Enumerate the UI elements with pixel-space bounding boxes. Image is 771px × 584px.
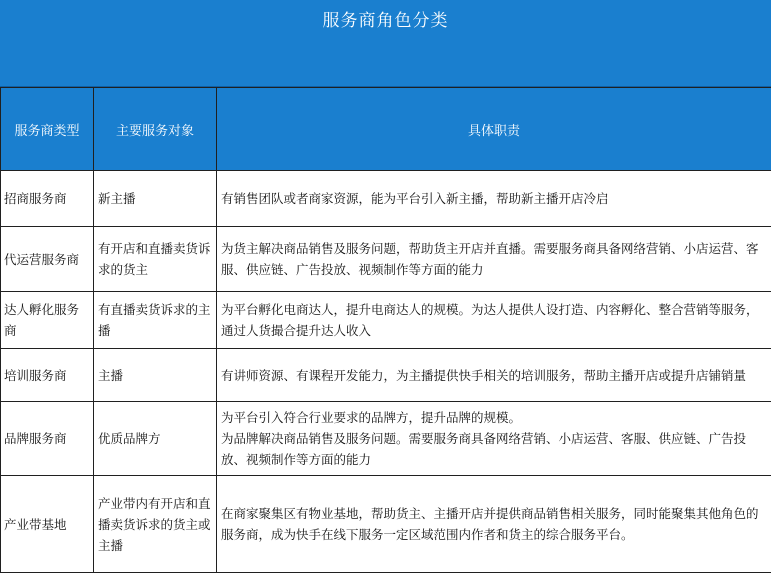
cell-provider-type: 培训服务商	[1, 349, 94, 402]
cell-provider-type: 产业带基地	[1, 476, 94, 573]
cell-service-target: 产业带内有开店和直播卖货诉求的货主或主播	[94, 476, 217, 573]
cell-service-target: 优质品牌方	[94, 402, 217, 476]
title-banner	[0, 0, 771, 87]
table-row	[1, 227, 771, 292]
cell-provider-type: 品牌服务商	[1, 402, 94, 476]
cell-provider-type: 招商服务商	[1, 171, 94, 227]
cell-duty: 为平台孵化电商达人，提升电商达人的规模。为达人提供人设打造、内容孵化、整合营销等服务，通过人货撮合提升达人收入	[217, 292, 771, 349]
table-row	[1, 292, 771, 349]
cell-provider-type: 达人孵化服务商	[1, 292, 94, 349]
cell-service-target: 新主播	[94, 171, 217, 227]
header-provider-type: 服务商类型	[1, 88, 94, 171]
cell-service-target: 有开店和直播卖货诉求的货主	[94, 227, 217, 292]
table-row	[1, 402, 771, 476]
table-header-row	[1, 88, 771, 171]
service-provider-table	[0, 87, 771, 573]
cell-service-target: 有直播卖货诉求的主播	[94, 292, 217, 349]
table-row	[1, 476, 771, 573]
cell-service-target: 主播	[94, 349, 217, 402]
duty-line: 为品牌解决商品销售及服务问题。需要服务商具备网络营销、小店运营、客服、供应链、广告投放、视频制作等方面的能力	[221, 431, 747, 467]
cell-duty: 有销售团队或者商家资源，能为平台引入新主播，帮助新主播开店冷启	[217, 171, 771, 227]
cell-duty	[217, 402, 771, 476]
cell-provider-type: 代运营服务商	[1, 227, 94, 292]
cell-duty: 在商家聚集区有物业基地，帮助货主、主播开店并提供商品销售相关服务，同时能聚集其他角色的服务商，成为快手在线下服务一定区域范围内作者和货主的综合服务平台。	[217, 476, 771, 573]
page-title: 服务商角色分类	[322, 11, 449, 31]
header-duties: 具体职责	[217, 88, 771, 171]
header-service-target: 主要服务对象	[94, 88, 217, 171]
table-row	[1, 171, 771, 227]
cell-duty: 为货主解决商品销售及服务问题，帮助货主开店并直播。需要服务商具备网络营销、小店运营、客服、供应链、广告投放、视频制作等方面的能力	[217, 227, 771, 292]
duty-line: 为平台引入符合行业要求的品牌方，提升品牌的规模。	[221, 410, 522, 425]
cell-duty: 有讲师资源、有课程开发能力，为主播提供快手相关的培训服务，帮助主播开店或提升店铺销量	[217, 349, 771, 402]
table-row	[1, 349, 771, 402]
